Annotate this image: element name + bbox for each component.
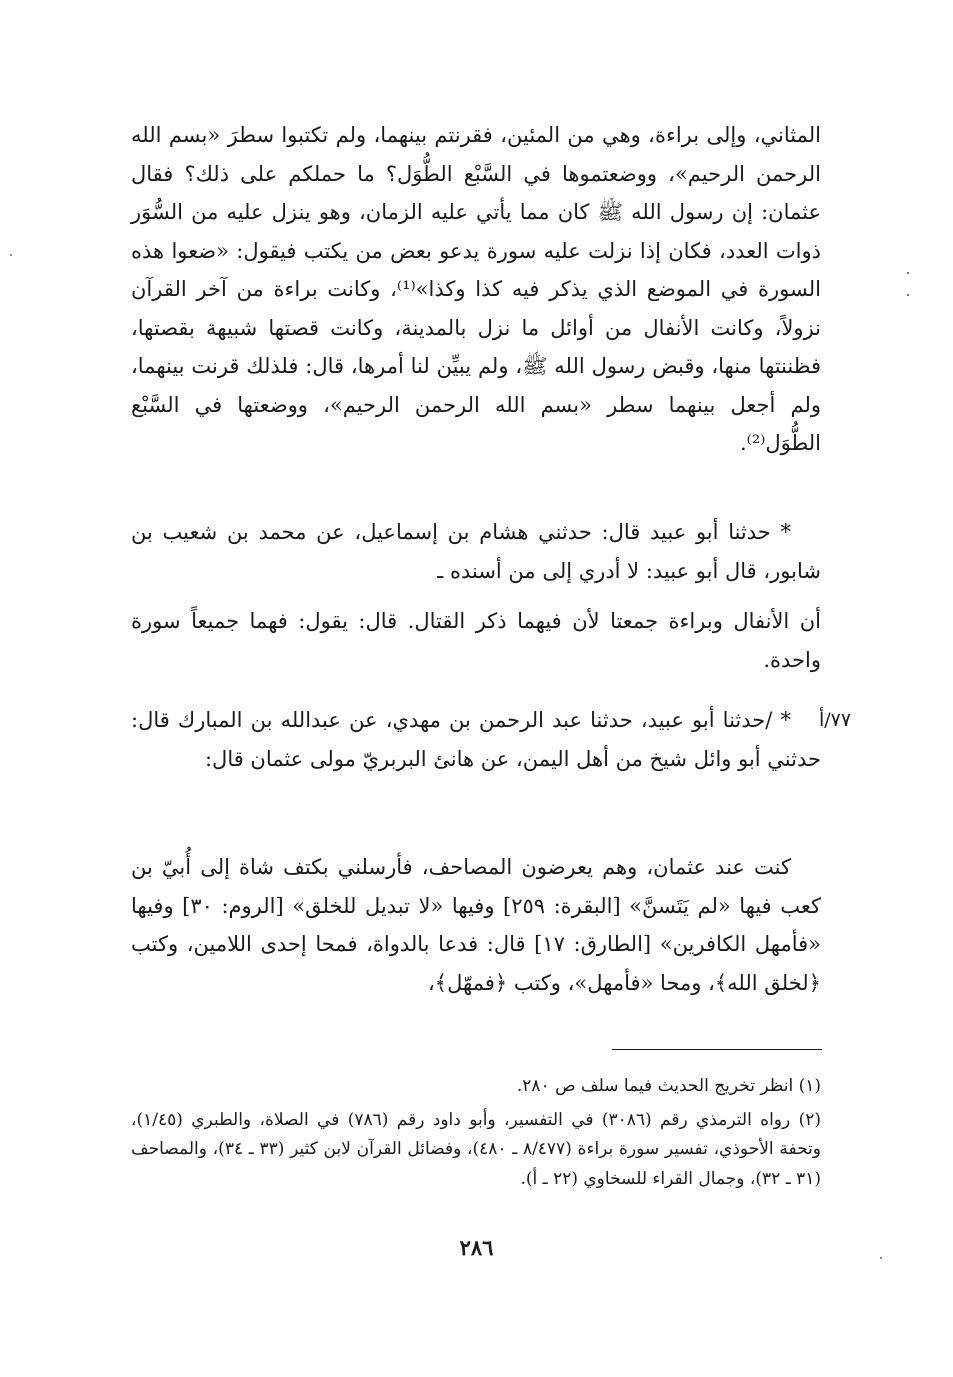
footnotes [131,1072,821,1194]
body-paragraph: * /حدثنا أبو عبيد، حدثنا عبد الرحمن بن مهدي، عن عبدالله بن المبارك قال: حدثني أبو وائل شيخ من أهل اليمن، عن هانئ البربريّ مولى عثمان قال: [131,708,821,771]
footnote-separator [612,1049,822,1050]
footnote: (١) انظر تخريج الحديث فيما سلف ص ٢٨٠. [516,1076,821,1096]
footnote: (٢) رواه الترمذي رقم (٣٠٨٦) في التفسير، وأبو داود رقم (٧٨٦) في الصلاة، والطبري (١/٤٥)، وتحفة الأحوذي، تفسير سورة براءة (٨/٤٧٧ ـ ٤٨٠)، وفضائل القرآن لابن كثير (٣٣ ـ ٣٤)، والمصاحف (٣١ ـ ٣٢)، وجمال القراء للسخاوي (٢٢ ـ أ). [131,1109,822,1189]
body-paragraph: * حدثنا أبو عبيد قال: حدثني هشام بن إسماعيل، عن محمد بن شعيب بن شابور، قال أبو عبيد: لا أدري إلى من أسنده ـ [131,520,821,583]
body-paragraph: أن الأنفال وبراءة جمعتا لأن فيهما ذكر القتال. قال: يقول: فهما جميعاً سورة واحدة. [131,609,821,672]
margin-folio-note: ٧٧/أ [818,709,852,731]
body-paragraph: كنت عند عثمان، وهم يعرضون المصاحف، فأرسلني بكتف شاة إلى أُبيّ بن كعب فيها «لم يَتَسنَّ» [البقرة: ٢٥٩] وفيها «لا تبديل للخلق» [الروم: ٣٠] وفيها «فأمهل الكافرين» [الطارق: ١٧] قال: فدعا بالدواة، فمحا إحدى اللامين، وكتب ﴿لخلق الله﴾، ومحا «فأمهل»، وكتب ﴿فمهّل﴾، [131,855,821,995]
page-number: ٢٨٦ [459,1235,494,1260]
body-paragraph: المثاني، وإلى براءة، وهي من المئين، فقرنتم بينهما، ولم تكتبوا سطرَ «بسم الله الرحمن الرحيم»، ووضعتموها في السَّبْع الطُّوَل؟ ما حملكم على ذلك؟ فقال عثمان: إن رسول الله ﷺ كان مما يأتي عليه الزمان، وهو ينزل عليه من السُّوَر ذوات العدد، فكان إذا نزلت عليه سورة يدعو بعض من يكتب فيقول: «ضعوا هذه السورة في الموضع الذي يذكر فيه كذا وكذا»⁽¹⁾، وكانت براءة من آخر القرآن نزولاً، وكانت الأنفال من أوائل ما نزل بالمدينة، وكانت قصتها شبيهة بقصتها، فظننتها منها، وقبض رسول الله ﷺ، ولم يبيِّن لنا أمرها، قال: فلذلك قرنت بينهما، ولم أجعل بينهما سطر «بسم الله الرحمن الرحيم»، ووضعتها في السَّبْع الطُّوَل⁽²⁾. [131,123,821,455]
